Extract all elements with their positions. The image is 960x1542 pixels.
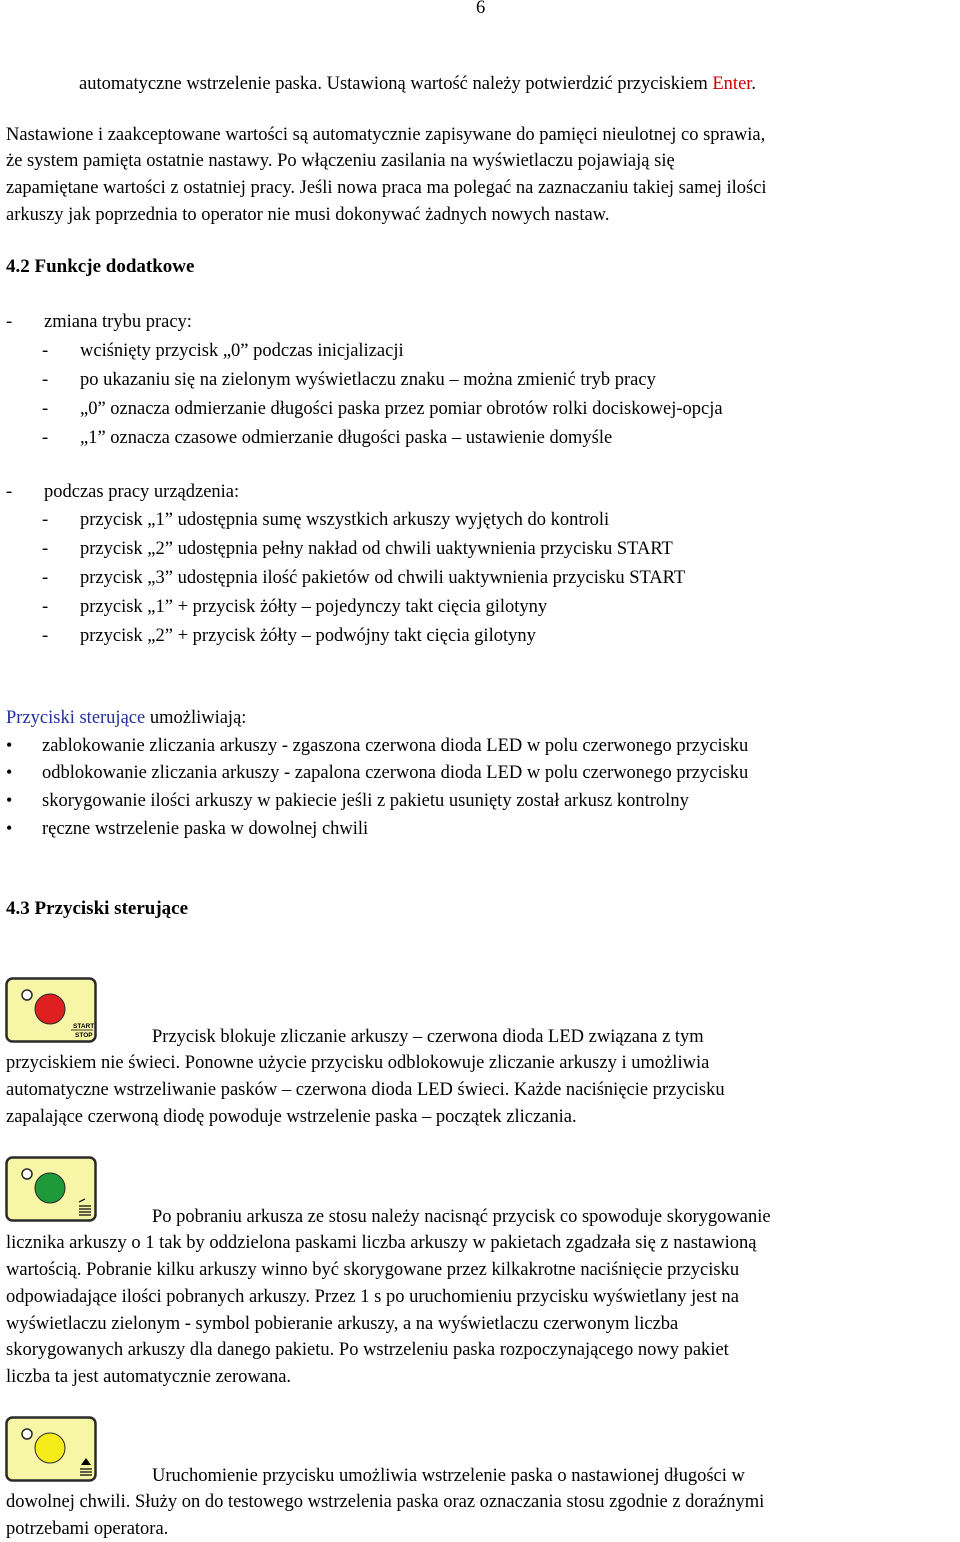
green-button-desc-line: liczba ta jest automatycznie zerowana. [6,1367,292,1387]
section-4-3-title: 4.3 Przyciski sterujące [6,898,189,919]
start-stop-button-icon [5,977,97,1043]
bullet-text: odblokowanie zliczania arkuszy - zapalona czerwona dioda LED w polu czerwonego przycisku [42,763,749,783]
enter-key-label: Enter [712,74,752,94]
mode-item [42,339,404,363]
mode-item-text: „1” oznacza czasowe odmierzanie długości paska – ustawienie domyśle [80,428,613,448]
green-button-desc-line: odpowiadające ilości pobranych arkuszy. Przez 1 s po uruchomieniu przycisku wyświetlany jest na [6,1287,739,1307]
green-button-desc-line: skorygowanych arkuszy dla danego pakietu. Po wstrzeleniu paska rozpoczynającego nowy pakiet [6,1340,729,1360]
work-heading: podczas pracy urządzenia: [44,482,240,502]
controls-bullet [6,818,368,840]
dash: - [42,510,49,530]
mode-item-text: „0” oznacza odmierzanie długości paska przez pomiar obrotów rolki dociskowej-opcja [80,399,723,419]
bullet-icon: • [6,790,13,810]
red-button-desc-line: przyciskiem nie świeci. Ponowne użycie przycisku odblokowuje zliczanie arkuszy i umożliwia [6,1053,710,1073]
mode-item-text: wciśnięty przycisk „0” podczas inicjalizacji [80,341,404,361]
eject-strip-icon [5,1416,97,1482]
start-label: START [73,1023,95,1030]
mode-item [42,368,656,392]
bullet-text: ręczne wstrzelenie paska w dowolnej chwili [42,819,369,839]
yellow-button-desc-line: potrzebami operatora. [6,1519,169,1539]
remove-sheet-icon [5,1156,97,1222]
intro-line-1-text: automatyczne wstrzelenie paska. Ustawioną wartość należy potwierdzić przyciskiem [79,74,713,94]
green-button-desc-line: wartością. Pobranie kilku arkuszy winno być skorygowane przez kilkakrotne naciśnięcie przycisku [6,1260,740,1280]
bullet-icon: • [6,762,13,782]
controls-intro [6,705,246,731]
mode-item-text: po ukazaniu się na zielonym wyświetlaczu znaku – można zmienić tryb pracy [80,370,656,390]
controls-link: Przyciski sterujące [6,708,146,728]
intro-para-line: Nastawione i zaakceptowane wartości są automatycznie zapisywane do pamięci nieulotnej co sprawia, [6,125,766,145]
work-item-text: przycisk „3” udostępnia ilość pakietów od chwili uaktywnienia przycisku START [80,568,686,588]
mode-heading: zmiana trybu pracy: [44,312,192,332]
mode-item [42,426,612,450]
controls-bullet [6,790,689,812]
red-button-desc-line: automatyczne wstrzeliwanie pasków – czerwona dioda LED świeci. Każde naciśnięcie przycisku [6,1080,725,1100]
intro-para-line: że system pamięta ostatnie nastawy. Po włączeniu zasilania na wyświetlaczu pojawiają się [6,151,675,171]
bullet-text: zablokowanie zliczania arkuszy - zgaszona czerwona dioda LED w polu czerwonego przycisku [42,736,749,756]
intro-para-line: arkuszy jak poprzednia to operator nie musi dokonywać żadnych nowych nastaw. [6,205,610,225]
stop-label: STOP [75,1032,93,1039]
work-item-text: przycisk „1” + przycisk żółty – pojedynczy takt cięcia gilotyny [80,597,548,617]
intro-line-1-end: . [751,74,757,94]
controls-bullet [6,735,748,757]
bullet-text: skorygowanie ilości arkuszy w pakiecie jeśli z pakietu usunięty został arkusz kontrolny [42,791,689,811]
yellow-button-desc-line: dowolnej chwili. Służy on do testowego wstrzelenia paska oraz oznaczania stosu zgodnie z doraźnymi [6,1492,765,1512]
green-button-desc-line: licznika arkuszy o 1 tak by oddzielona paskami liczba arkuszy w pakietach zgadzała się z nastawioną [6,1233,757,1253]
work-item-text: przycisk „2” + przycisk żółty – podwójny takt cięcia gilotyny [80,626,536,646]
work-item [42,595,547,619]
work-item-text: przycisk „1” udostępnia sumę wszystkich arkuszy wyjętych do kontroli [80,510,610,530]
dash: - [42,399,49,419]
dash: - [6,312,13,332]
work-heading-row [6,480,239,504]
dash: - [42,370,49,390]
red-button-desc-line: zapalające czerwoną diodę powoduje wstrzelenie paska – początek zliczania. [6,1107,577,1127]
work-item [42,624,536,648]
bullet-icon: • [6,735,13,755]
dash: - [6,482,13,502]
dash: - [42,568,49,588]
controls-bullet [6,762,748,784]
controls-intro-rest: umożliwiają: [145,708,247,728]
green-button-desc-line: wyświetlaczu zielonym - symbol pobieranie arkuszy, a na wyświetlaczu czerwonym liczba [6,1314,679,1334]
dash: - [42,597,49,617]
intro-line-1 [79,71,756,97]
dash: - [42,539,49,559]
intro-para-line: zapamiętane wartości z ostatniej pracy. Jeśli nowa praca ma polegać na zaznaczaniu takiej samej ilości [6,178,767,198]
page-number: 6 [476,0,486,18]
work-item [42,537,673,561]
section-4-2-title: 4.2 Funkcje dodatkowe [6,256,195,277]
mode-heading-row [6,310,192,334]
bullet-icon: • [6,818,13,838]
red-button-desc-line: Przycisk blokuje zliczanie arkuszy – czerwona dioda LED związana z tym [152,1027,704,1047]
work-item [42,566,685,590]
dash: - [42,428,49,448]
green-button-desc-line: Po pobraniu arkusza ze stosu należy nacisnąć przycisk co spowoduje skorygowanie [152,1207,771,1227]
work-item-text: przycisk „2” udostępnia pełny nakład od chwili uaktywnienia przycisku START [80,539,673,559]
mode-item [42,397,723,421]
work-item [42,508,609,532]
dash: - [42,626,49,646]
yellow-button-desc-line: Uruchomienie przycisku umożliwia wstrzelenie paska o nastawionej długości w [152,1466,745,1486]
dash: - [42,341,49,361]
